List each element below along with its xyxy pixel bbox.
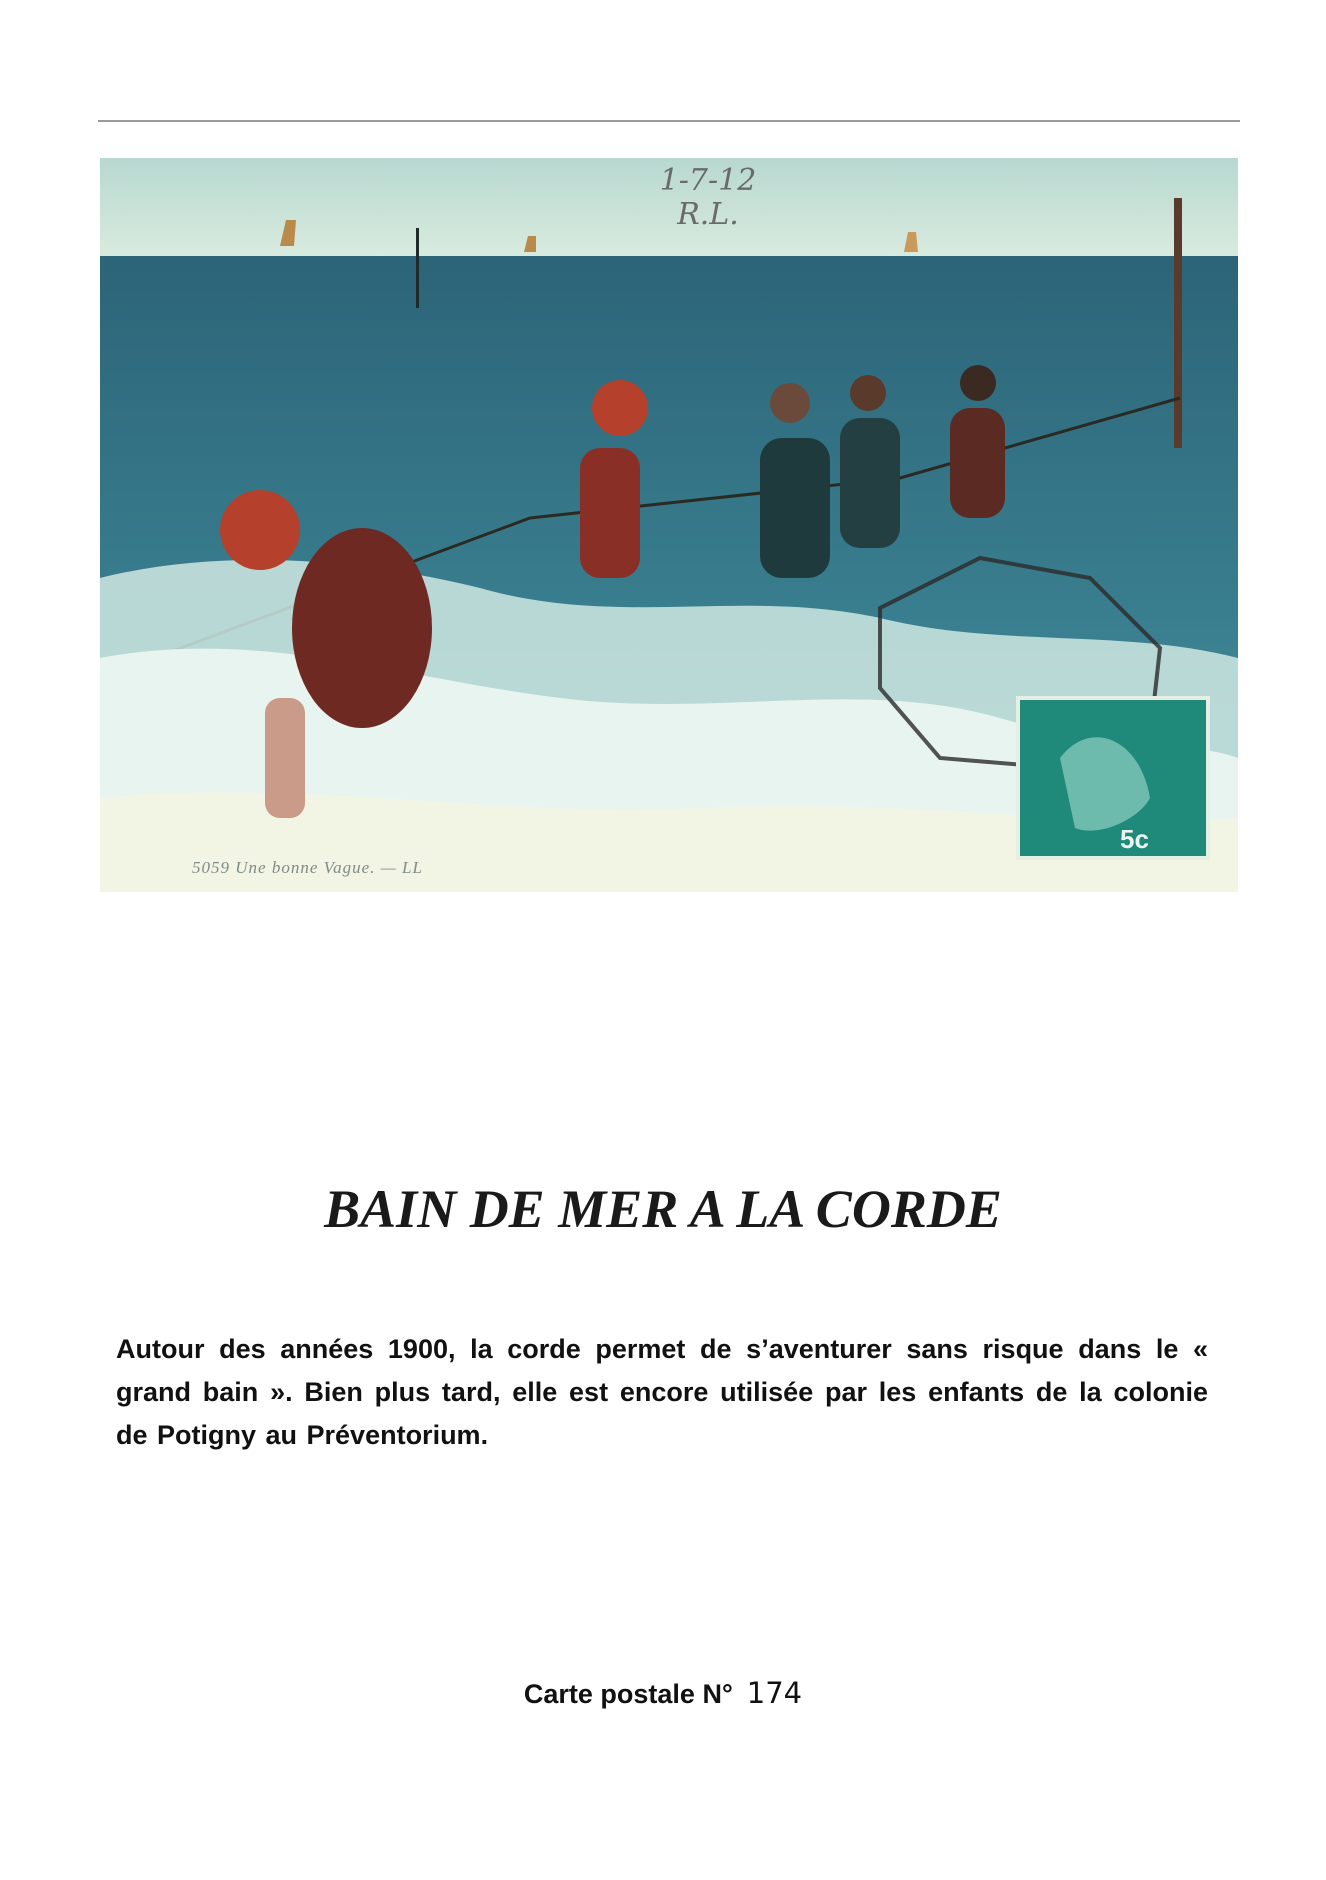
swimmer-cap [592,380,648,436]
swimmer-middle [580,448,640,578]
swimmer-head [850,375,886,411]
swimmer-head [960,365,996,401]
postcard-image [100,158,1238,892]
top-divider [98,120,1240,122]
postcard-number-label: Carte postale N° [523,1679,733,1709]
pole [1174,198,1182,448]
swimmer-group [840,418,900,548]
handwritten-initials: R.L. [677,197,739,232]
swimmer-cap [220,490,300,570]
swimmer-head [770,383,810,423]
postcard-caption: 5059 Une bonne Vague. — LL [192,858,423,877]
swimmer-group [760,438,830,578]
handwritten-date: 1-7-12 [659,163,757,198]
stamp-value: 5c [1120,824,1149,854]
swimmer-leg [265,698,305,818]
description-paragraph: Autour des années 1900, la corde permet de s’aventurer sans risque dans le « grand bain ». Bien plus tard, elle est encore utilisée par les enfants de la colonie de Potigny au Préventorium. [116,1334,1208,1450]
postcard-illustration [100,158,1238,892]
pole [416,228,419,308]
swimmer-foreground [292,528,432,728]
swimmer-right [950,408,1005,518]
postcard-number-value: 174 [746,1676,803,1710]
postcard-number [0,1676,1326,1710]
postcard-handwriting [648,164,768,232]
page-title: BAIN DE MER A LA CORDE [324,1179,1002,1239]
